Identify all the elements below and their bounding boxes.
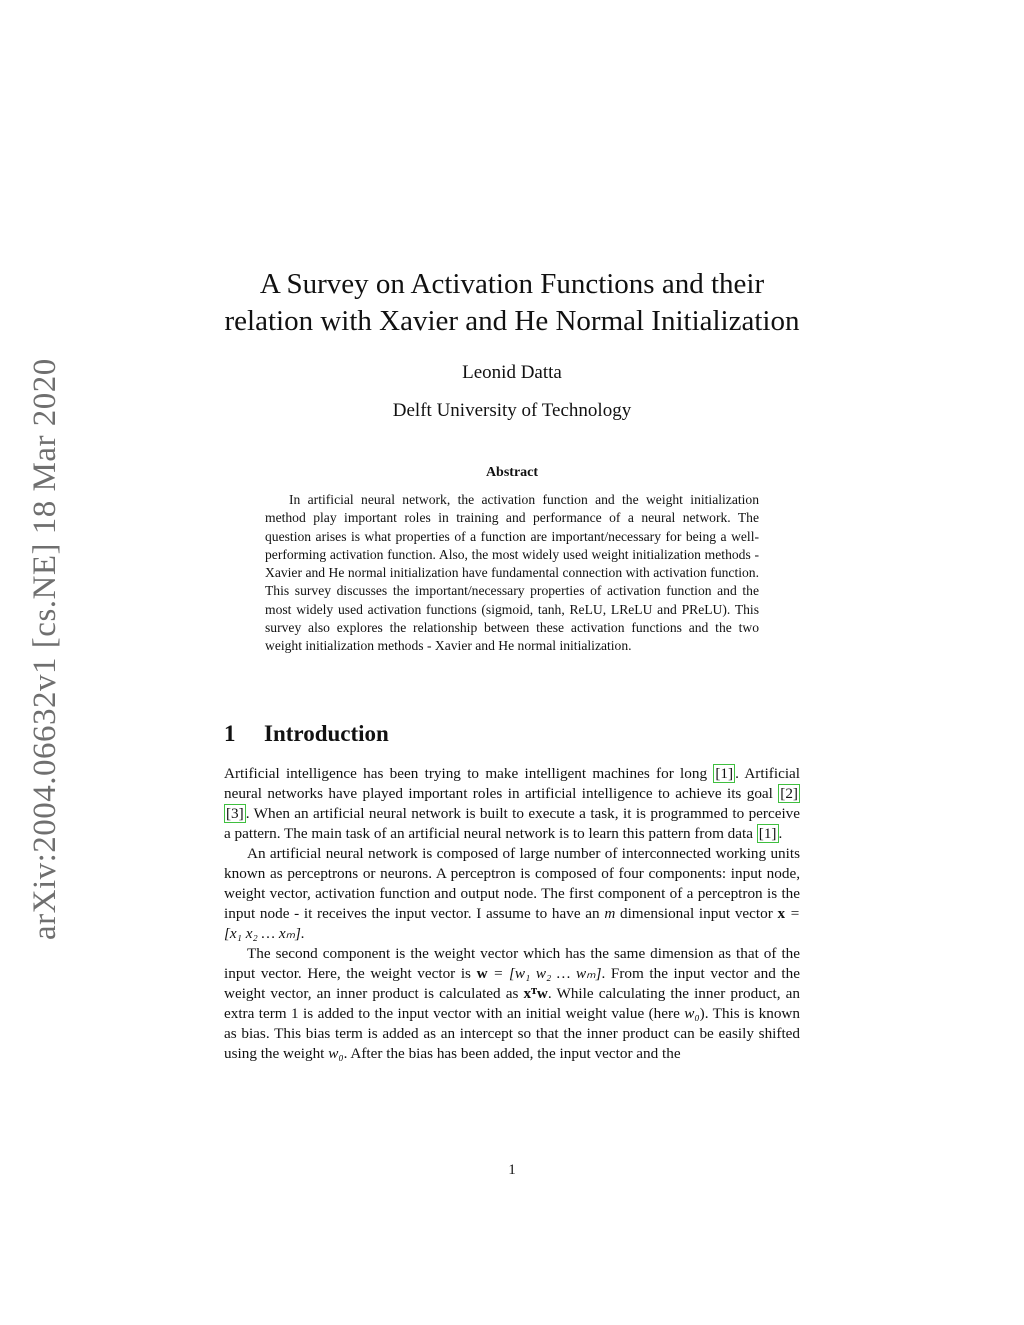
section-number: 1 xyxy=(224,721,236,746)
body-text xyxy=(224,764,800,1064)
math-w0: w₀ xyxy=(328,1045,344,1062)
math-weight-vector: = [w₁ w₂ … wₘ] xyxy=(487,965,602,982)
p3-text-a: The second component is the weight vector which has the same dimension as that of the input vector. Here, the weight vector is xyxy=(224,945,800,982)
p2-text-a: An artificial neural network is composed of large number of interconnected working units known as perceptrons or neurons. A perceptron is composed of four components: input node, weight vector, activation function and output node. The first component of a perceptron is the input node - it receives the input vector. I assume to have an xyxy=(224,845,800,922)
citation-link[interactable]: [3] xyxy=(226,805,244,822)
citation-link[interactable]: [1] xyxy=(715,765,734,782)
p1-text-b: . Artificial neural networks have played important roles in artificial intelligence to achieve its goal xyxy=(224,765,800,802)
math-x-vector: x xyxy=(777,905,786,922)
p3-text-c: . While calculating the inner product, an extra term 1 is added to the input vector with an initial weight value (here xyxy=(224,985,800,1022)
author-name: Leonid Datta xyxy=(462,362,562,383)
citation-link[interactable]: [1] xyxy=(758,825,777,842)
arxiv-identifier: arXiv:2004.06632v1 [cs.NE] 18 Mar 2020 xyxy=(27,358,63,940)
title-line-2: relation with Xavier and He Normal Initialization xyxy=(224,305,800,337)
section-title: Introduction xyxy=(264,721,389,746)
abstract-heading: Abstract xyxy=(485,465,539,480)
math-w0: w₀ xyxy=(684,1005,700,1022)
math-w: w xyxy=(536,985,548,1002)
math-x-transpose: xᵀ xyxy=(523,985,537,1002)
math-w-vector: w xyxy=(476,965,488,982)
paragraph-3 xyxy=(224,944,800,1064)
p1-text-c: . When an artificial neural network is built to execute a task, it is programmed to perceive a pattern. The main task of an artificial neural network is to learn this pattern from data xyxy=(224,805,800,842)
p3-text-e: . After the bias has been added, the input vector and the xyxy=(343,1045,681,1062)
abstract-text: In artificial neural network, the activation function and the weight initialization method play important roles in training and performance of a neural network. The question arises is what properties of a function are important/necessary for being a well-performing activation function. Also, the most widely used weight initialization methods - Xavier and He normal initialization have fundamental connection with activation function. This survey discusses the important/necessary properties of activation function and the most widely used activation functions (sigmoid, tanh, ReLU, LReLU and PReLU). This survey also explores the relationship between these activation functions and the two weight initialization methods - Xavier and He normal initialization. xyxy=(265,492,759,654)
author-affiliation: Delft University of Technology xyxy=(392,400,632,421)
citation-link[interactable]: [2] xyxy=(780,785,798,802)
page-number: 1 xyxy=(508,1162,516,1178)
math-input-vector: = [x₁ x₂ … xₘ]. xyxy=(224,905,801,942)
paragraph-2 xyxy=(224,844,800,944)
paragraph-1 xyxy=(224,764,800,844)
p2-text-b: dimensional input vector xyxy=(615,905,778,922)
section-heading xyxy=(224,721,389,747)
math-m: m xyxy=(604,905,616,922)
p1-text-d: . xyxy=(778,825,783,842)
p3-text-d: ). This is known as bias. This bias term is added as an intercept so that the inner product can be easily shifted using the weight xyxy=(224,1005,800,1062)
paper-title xyxy=(180,266,844,340)
title-line-1: A Survey on Activation Functions and their xyxy=(259,268,765,300)
p1-text-a: Artificial intelligence has been trying to make intelligent machines for long xyxy=(224,765,714,782)
p3-text-b: . From the input vector and the weight vector, an inner product is calculated as xyxy=(224,965,800,1002)
